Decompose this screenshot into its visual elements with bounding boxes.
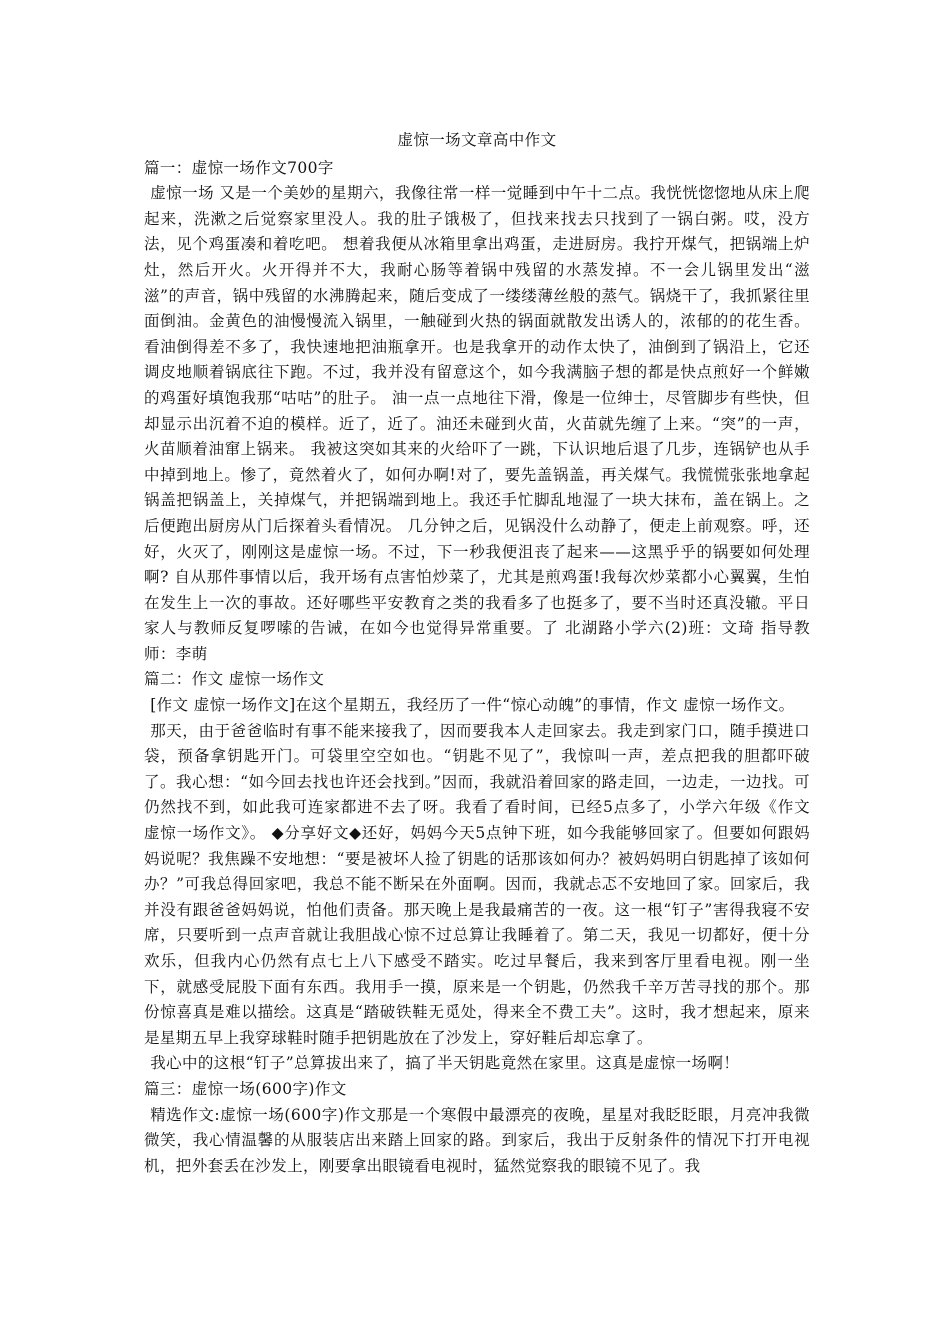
section-1-paragraph-1: 虚惊一场 又是一个美妙的星期六，我像往常一样一觉睡到中午十二点。我恍恍惚惚地从床上爬起来，洗漱之后觉察家里没人。我的肚子饿极了，但找来找去只找到了一锅白粥。哎，没方法，见个鸡蛋凑和着吃吧。 想着我便从冰箱里拿出鸡蛋，走进厨房。我拧开煤气，把锅端上炉灶，然后开火。火开得并不大，我耐心肠等着锅中残留的水蒸发掉。不一会儿锅里发出“滋滋”的声音，锅中残留的水沸腾起来，随后变成了一缕缕薄丝般的蒸气。锅烧干了，我抓紧往里面倒油。金黄色的油慢慢流入锅里，一触碰到火热的锅面就散发出诱人的，浓郁的的花生香。看油倒得差不多了，我快速地把油瓶拿开。也是我拿开的动作太快了，油倒到了锅沿上，它还调皮地顺着锅底往下跑。不过，我并没有留意这个，如今我满脑子想的都是快点煎好一个鲜嫩的鸡蛋好填饱我那“咕咕”的肚子。 油一点一点地往下滑，像是一位绅士，尽管脚步有些快，但却显示出沉着不迫的模样。近了，近了。油还未碰到火苗，火苗就先缠了上来。“突”的一声，火苗顺着油窜上锅来。 我被这突如其来的火给吓了一跳，下认识地后退了几步，连锅铲也从手中掉到地上。惨了，竟然着火了，如何办啊!对了，要先盖锅盖，再关煤气。我慌慌张张地拿起锅盖把锅盖上，关掉煤气，并把锅端到地上。我还手忙脚乱地湿了一块大抹布，盖在锅上。之后便跑出厨房从门后探着头看情况。 几分钟之后，见锅没什么动静了，便走上前观察。呼，还好，火灭了，刚刚这是虚惊一场。不过，下一秒我便沮丧了起来——这黑乎乎的锅要如何处理啊? 自从那件事情以后，我开场有点害怕炒菜了，尤其是煎鸡蛋!我每次炒菜都小心翼翼，生怕在发生上一次的事故。还好哪些平安教育之类的我看多了也挺多了，要不当时还真没辙。平日家人与教师反复啰嗦的告诫，在如今也觉得异常重要。了 北湖路小学六(2)班：文琦 指导教师：李萌 (144, 184, 810, 663)
section-3-paragraph-1: 精选作文:虚惊一场(600字)作文那是一个寒假中最漂亮的夜晚，星星对我眨眨眼，月亮冲我微微笑，我心情温馨的从服装店出来踏上回家的路。到家后，我出于反射条件的情况下打开电视机，把外套丢在沙发上，刚要拿出眼镜看电视时，猛然觉察我的眼镜不见了。我 (144, 1105, 810, 1175)
section-2-paragraph-3: 我心中的这根“钉子”总算拔出来了，搞了半天钥匙竟然在家里。这真是虚惊一场啊！ (150, 1054, 740, 1073)
section-1-heading: 篇一：虚惊一场作文700字 (144, 158, 334, 177)
document-title: 虚惊一场文章高中作文 (397, 131, 557, 149)
section-2-paragraph-2: 那天，由于爸爸临时有事不能来接我了，因而要我本人走回家去。我走到家门口，随手摸进口袋，预备拿钥匙开门。可袋里空空如也。“钥匙不见了”，我惊叫一声，差点把我的胆都吓破了。我心想：“如今回去找也许还会找到。”因而，我就沿着回家的路走回，一边走，一边找。可仍然找不到，如此我可连家都进不去了呀。我看了看时间，已经5点多了，小学六年级《作文 虚惊一场作文》。 ◆分享好文◆还好，妈妈今天5点钟下班，如今我能够回家了。但要如何跟妈妈说呢？我焦躁不安地想：“要是被坏人捡了钥匙的话那该如何办？被妈妈明白钥匙掉了该如何办？”可我总得回家吧，我总不能不断呆在外面啊。因而，我就忐忑不安地回了家。回家后，我并没有跟爸爸妈妈说，怕他们责备。那天晚上是我最痛苦的一夜。这一根“钉子”害得我寝不安席，只要听到一点声音就让我胆战心惊不过总算让我睡着了。第二天，我见一切都好，便十分欢乐，但我内心仍然有点七上八下感受不踏实。吃过早餐后，我来到客厅里看电视。刚一坐下，就感受屁股下面有东西。我用手一摸，原来是一个钥匙，仍然我千辛万苦寻找的那个。那份惊喜真是难以描绘。这真是“踏破铁鞋无觅处，得来全不费工夫”。这时，我才想起来，原来是星期五早上我穿球鞋时随手把钥匙放在了沙发上，穿好鞋后却忘拿了。 (144, 721, 810, 1047)
document-page (144, 128, 810, 1179)
section-2-paragraph-1: [作文 虚惊一场作文]在这个星期五，我经历了一件“惊心动魄”的事情，作文 虚惊一场作文。 (150, 696, 795, 715)
section-2-heading: 篇二：作文 虚惊一场作文 (144, 670, 325, 689)
section-3-heading: 篇三：虚惊一场(600字)作文 (144, 1079, 347, 1098)
